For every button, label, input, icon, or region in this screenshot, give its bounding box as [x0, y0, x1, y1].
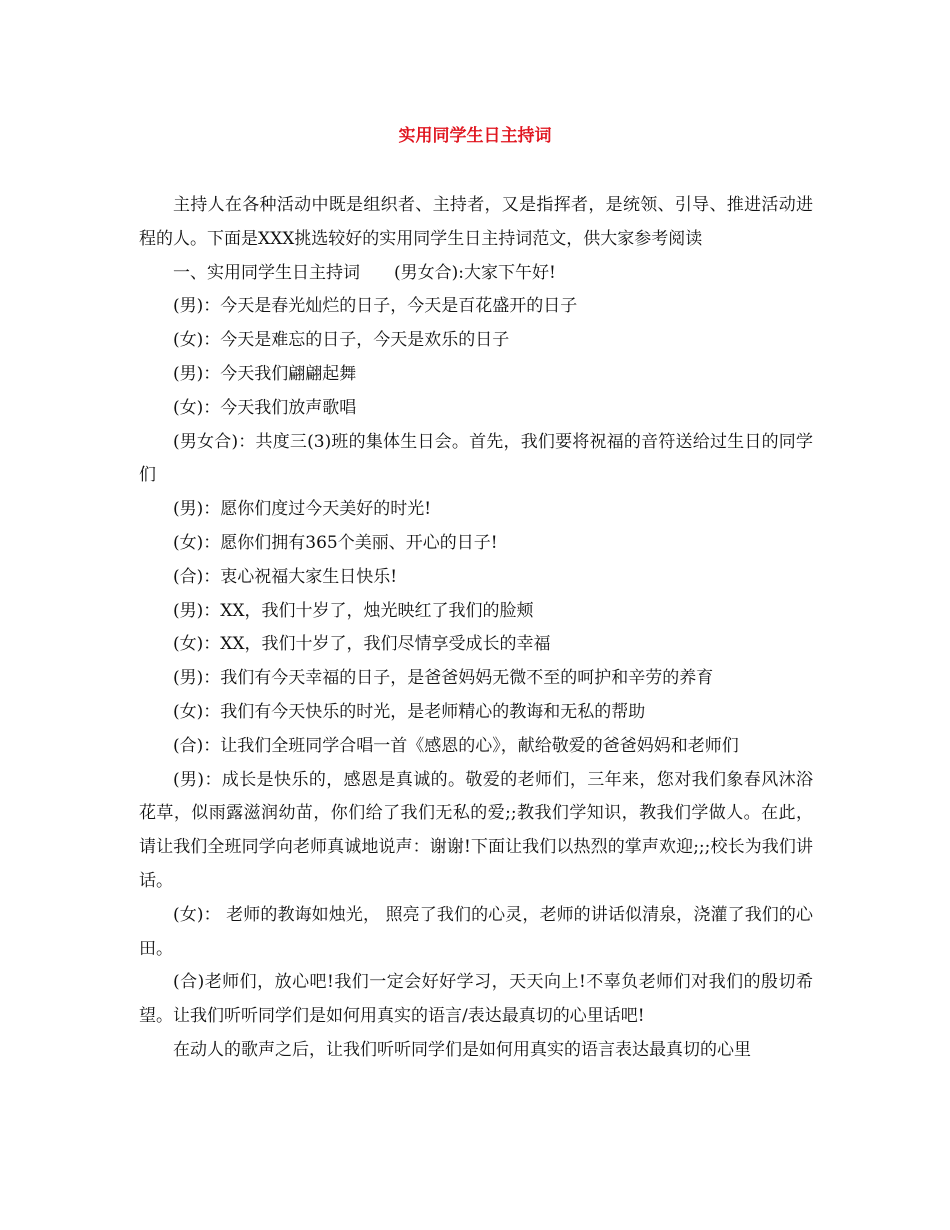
paragraph: (男)：愿你们度过今天美好的时光! — [173, 499, 432, 520]
paragraph: (男)：我们有今天幸福的日子，是爸爸妈妈无微不至的呵护和辛劳的养育 — [173, 668, 714, 689]
paragraph: (女)：我们有今天快乐的时光，是老师精心的教诲和无私的帮助 — [173, 701, 646, 722]
paragraph: (男女合)：共度三(3)班的集体生日会。首先，我们要将祝福的音符送给过生日的同学们 — [139, 431, 813, 486]
paragraph: (男)：XX，我们十岁了，烛光映红了我们的脸颊 — [173, 600, 534, 621]
paragraph: (男)：成长是快乐的，感恩是真诚的。敬爱的老师们，三年来，您对我们象春风沐浴花草，似雨露滋润幼苗，你们给了我们无私的爱;;教我们学知识，教我们学做人。在此，请让我们全班同学向老师真诚地说声：谢谢!下面让我们以热烈的掌声欢迎;;;校长为我们讲话。 — [139, 769, 813, 891]
paragraph: (合)：让我们全班同学合唱一首《感恩的心》，献给敬爱的爸爸妈妈和老师们 — [173, 735, 739, 756]
document-title: 实用同学生日主持词 — [398, 126, 552, 146]
document-body — [139, 189, 813, 1068]
paragraph: (合)：衷心祝福大家生日快乐! — [173, 566, 398, 587]
paragraph: (女)：今天我们放声歌唱 — [173, 397, 357, 418]
paragraph: 在动人的歌声之后，让我们听听同学们是如何用真实的语言表达最真切的心里 — [173, 1039, 751, 1060]
paragraph: (合)老师们，放心吧!我们一定会好好学习，天天向上!不辜负老师们对我们的殷切希望。让我们听听同学们是如何用真实的语言/表达最真切的心里话吧! — [139, 972, 813, 1027]
paragraph: (女)：XX，我们十岁了，我们尽情享受成长的幸福 — [173, 634, 551, 655]
paragraph: (女)：今天是难忘的日子，今天是欢乐的日子 — [173, 330, 510, 351]
paragraph: 一、实用同学生日主持词 (男女合):大家下午好! — [173, 262, 556, 283]
paragraph: (女)： 老师的教诲如烛光， 照亮了我们的心灵，老师的讲话似清泉，浇灌了我们的心田。 — [139, 904, 813, 959]
paragraph: (男)：今天是春光灿烂的日子，今天是百花盛开的日子 — [173, 296, 578, 317]
paragraph: 主持人在各种活动中既是组织者、主持者，又是指挥者，是统领、引导、推进活动进程的人。下面是XXX挑选较好的实用同学生日主持词范文，供大家参考阅读 — [139, 195, 813, 249]
paragraph: (男)：今天我们翩翩起舞 — [173, 363, 357, 384]
paragraph: (女)：愿你们拥有365个美丽、开心的日子! — [173, 532, 498, 553]
